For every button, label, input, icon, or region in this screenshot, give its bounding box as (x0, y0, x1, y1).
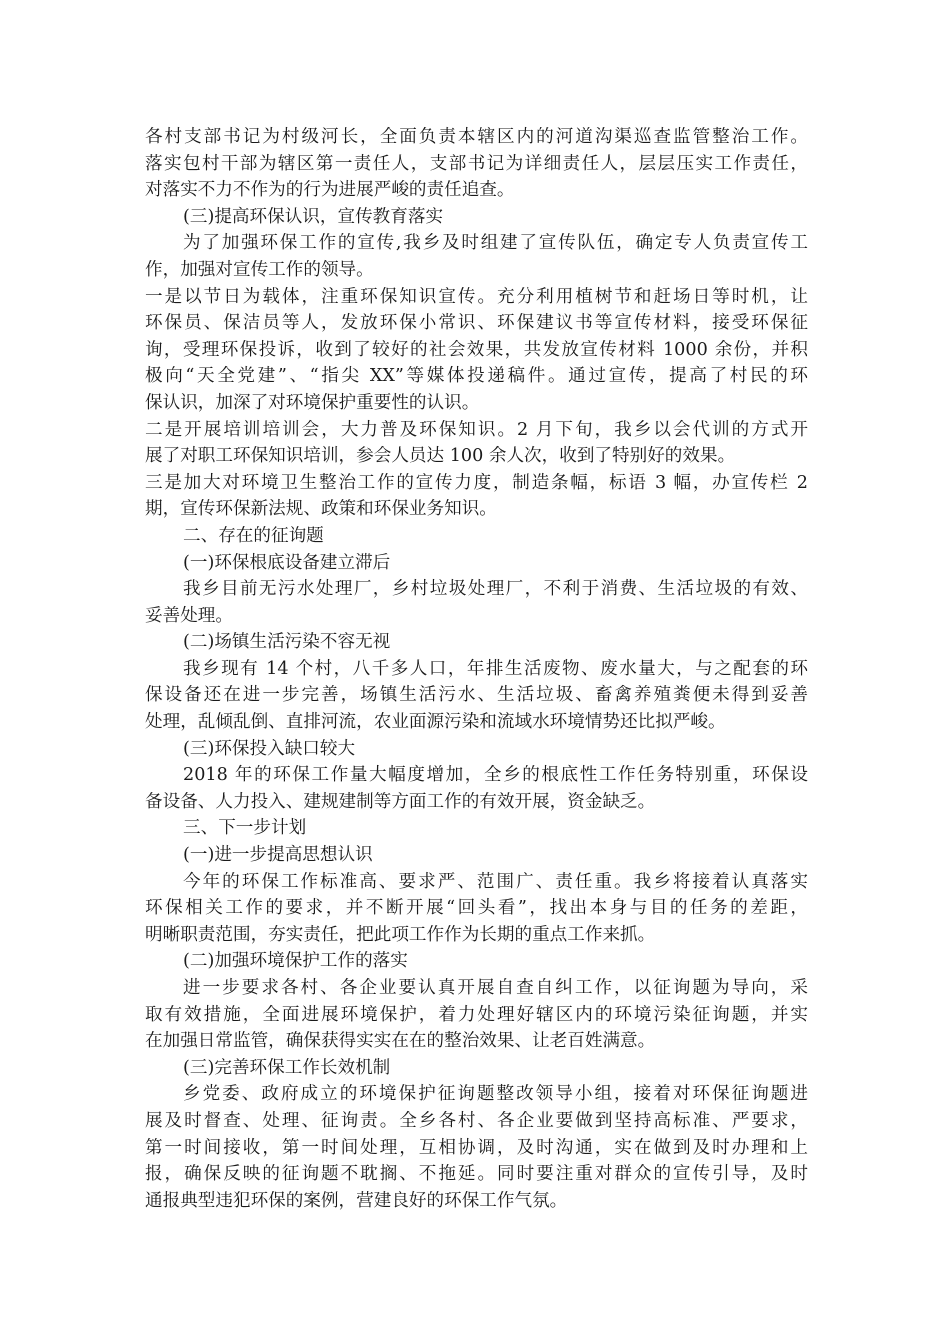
text-line: 保认识，加深了对环境保护重要性的认识。 (145, 392, 480, 413)
text-line: 处理，乱倾乱倒、直排河流，农业面源污染和流域水环境情势还比拟严峻。 (145, 712, 726, 733)
text-line: 通报典型违犯环保的案例，营建良好的环保工作气氛。 (145, 1190, 568, 1211)
text-line: (一)进一步提高思想认识 (183, 845, 373, 866)
text-line: 取有效措施，全面进展环境保护，着力处理好辖区内的环境污染征询题，并实 (145, 1004, 808, 1025)
text-line: 询，受理环保投诉，收到了较好的社会效果，共发放宣传材料 1000 余份，并积 (145, 339, 808, 360)
text-line: 我乡现有 14 个村，八千多人口，年排生活废物、废水量大，与之配套的环 (183, 658, 808, 679)
text-line: 作，加强对宣传工作的领导。 (145, 259, 374, 280)
text-line: 在加强日常监管，确保获得实实在在的整治效果、让老百姓满意。 (145, 1031, 656, 1052)
text-line: (三)提高环保认识，宣传教育落实 (183, 206, 444, 227)
text-line: 进一步要求各村、各企业要认真开展自查自纠工作，以征询题为导向，采 (183, 978, 808, 998)
text-line: 备设备、人力投入、建规建制等方面工作的有效开展，资金缺乏。 (145, 791, 656, 812)
text-line: 妥善处理。 (145, 605, 233, 626)
text-line: 二是开展培训培训会，大力普及环保知识。2 月下旬，我乡以会代训的方式开 (145, 419, 808, 440)
text-line: 第一时间接收，第一时间处理，互相协调，及时沟通，实在做到及时办理和上 (145, 1137, 808, 1158)
text-line: 落实包村干部为辖区第一责任人，支部书记为详细责任人，层层压实工作责任， (145, 153, 808, 174)
text-line: 一是以节日为载体，注重环保知识宣传。充分利用植树节和赶场日等时机，让 (145, 286, 808, 307)
text-line: (二)场镇生活污染不容无视 (183, 632, 391, 653)
text-line: 三、下一步计划 (183, 818, 307, 839)
text-line: 为了加强环保工作的宣传,我乡及时组建了宣传队伍，确定专人负责宣传工 (183, 233, 808, 254)
text-line: 乡党委、政府成立的环境保护征询题整改领导小组，接着对环保征询题进 (183, 1084, 808, 1105)
text-line: 各村支部书记为村级河长，全面负责本辖区内的河道沟渠巡查监管整治工作。 (145, 127, 808, 147)
text-line: 期，宣传环保新法规、政策和环保业务知识。 (145, 499, 497, 520)
text-line: 2018 年的环保工作量大幅度增加，全乡的根底性工作任务特别重，环保设 (183, 765, 808, 786)
text-line: 展及时督查、处理、征询责。全乡各村、各企业要做到坚持高标准、严要求， (145, 1110, 808, 1131)
text-line: 极向“天全党建”、“指尖 XX”等媒体投递稿件。通过宣传，提高了村民的环 (145, 366, 808, 387)
text-line: 明晰职责范围，夯实责任，把此项工作作为长期的重点工作来抓。 (145, 924, 656, 945)
document-body (145, 124, 808, 1214)
text-line: (三)完善环保工作长效机制 (183, 1057, 391, 1078)
text-line: (二)加强环境保护工作的落实 (183, 951, 408, 972)
text-line: 三是加大对环境卫生整治工作的宣传力度，制造条幅，标语 3 幅，办宣传栏 2 (145, 472, 808, 493)
text-line: (三)环保投入缺口较大 (183, 738, 356, 759)
text-line: 我乡目前无污水处理厂，乡村垃圾处理厂，不利于消费、生活垃圾的有效、 (183, 579, 808, 600)
text-line: 对落实不力不作为的行为进展严峻的责任追查。 (145, 180, 515, 201)
text-line: (一)环保根底设备建立滞后 (183, 552, 391, 573)
text-line: 报，确保反映的征询题不耽搁、不拖延。同时要注重对群众的宣传引导，及时 (145, 1164, 808, 1185)
text-line: 二、存在的征询题 (183, 525, 324, 546)
text-line: 环保相关工作的要求，并不断开展“回头看”，找出本身与目的任务的差距， (145, 898, 808, 919)
text-line: 今年的环保工作标准高、要求严、范围广、责任重。我乡将接着认真落实 (183, 871, 808, 892)
text-line: 展了对职工环保知识培训，参会人员达 100 余人次，收到了特别好的效果。 (145, 446, 736, 467)
text-line: 环保员、保洁员等人，发放环保小常识、环保建议书等宣传材料，接受环保征 (145, 313, 808, 334)
text-line: 保设备还在进一步完善，场镇生活污水、生活垃圾、畜禽养殖粪便未得到妥善 (145, 685, 808, 706)
